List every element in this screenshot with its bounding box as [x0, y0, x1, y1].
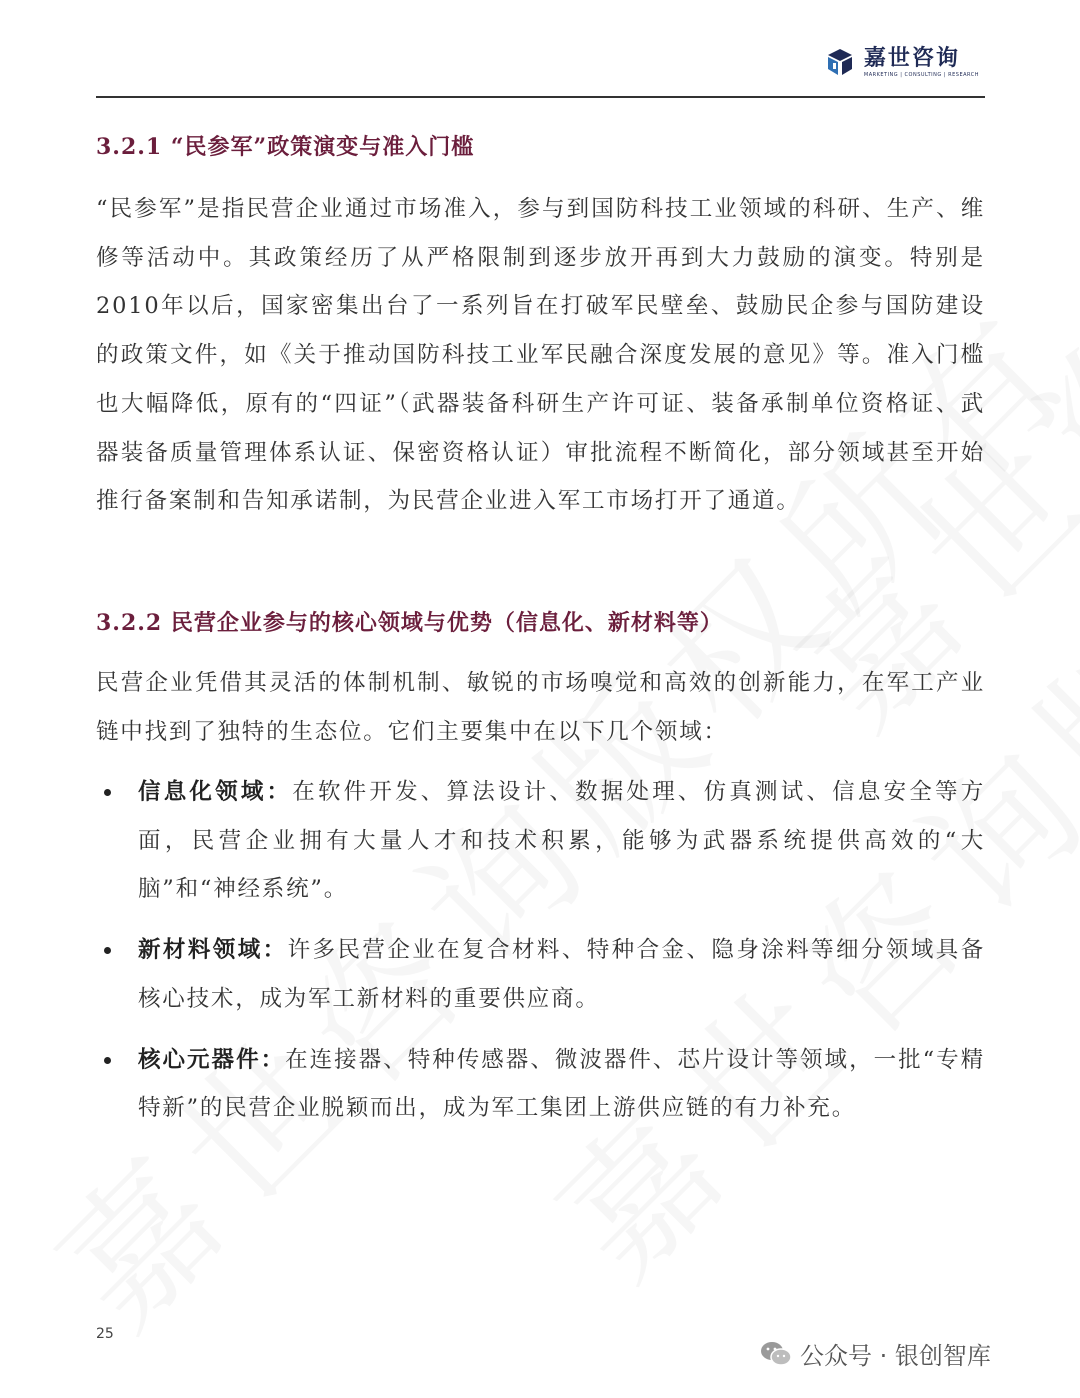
bullet-term: 新材料领域：: [138, 937, 288, 964]
page-header: [96, 40, 985, 98]
logo-tagline: MARKETING | CONSULTING | RESEARCH: [863, 72, 979, 78]
bullet-icon: [104, 789, 111, 796]
list-item: [96, 768, 985, 914]
list-item: [96, 926, 985, 1023]
bullet-text: 在连接器、特种传感器、微波器件、芯片设计等领域，一批“专精特新”的民营企业脱颖而出，成为军工集团上游供应链的有力补充。: [138, 1046, 985, 1122]
core-fields-list: [96, 768, 985, 1133]
section-paragraph: “民参军”是指民营企业通过市场准入，参与到国防科技工业领域的科研、生产、维修等活动中。其政策经历了从严格限制到逐步放开再到大力鼓励的演变。特别是2010年以后，国家密集出台了一系列旨在打破军民壁垒、鼓励民企参与国防建设的政策文件，如《关于推动国防科技工业军民融合深度发展的意见》等。准入门槛也大幅降低，原有的“四证”（武器装备科研生产许可证、装备承制单位资格证、武器装备质量管理体系认证、保密资格认证）审批流程不断简化，部分领域甚至开始推行备案制和告知承诺制，为民营企业进入军工市场打开了通道。: [96, 196, 985, 515]
section-heading-3-2-1: 3.2.1 “民参军”政策演变与准入门槛: [96, 134, 475, 160]
jiashi-logo-icon: [824, 47, 856, 79]
bullet-term: 信息化领域：: [138, 779, 293, 805]
wechat-label: 公众号 · 银创智库: [800, 1342, 991, 1370]
bullet-term: 核心元器件：: [138, 1046, 286, 1073]
bullet-text: 许多民营企业在复合材料、特种合金、隐身涂料等细分领域具备核心技术，成为军工新材料的重要供应商。: [138, 937, 985, 1012]
wechat-icon: [760, 1341, 792, 1367]
wechat-attribution: [760, 1336, 991, 1371]
bullet-text: 在软件开发、算法设计、数据处理、仿真测试、信息安全等方面，民营企业拥有大量人才和技术积累，能够为武器系统提供高效的“大脑”和“神经系统”。: [138, 779, 985, 903]
bullet-icon: [104, 1057, 111, 1064]
logo-name: 嘉世咨询: [863, 46, 960, 71]
section-heading-3-2-2: 3.2.2 民营企业参与的核心领域与优势（信息化、新材料等）: [96, 610, 723, 636]
company-logo: [824, 46, 979, 79]
bullet-icon: [104, 947, 111, 954]
list-item: [96, 1036, 985, 1133]
section-intro: 民营企业凭借其灵活的体制机制、敏锐的市场嗅觉和高效的创新能力，在军工产业链中找到了独特的生态位。它们主要集中在以下几个领域：: [96, 670, 985, 745]
page-number: 25: [96, 1326, 114, 1342]
